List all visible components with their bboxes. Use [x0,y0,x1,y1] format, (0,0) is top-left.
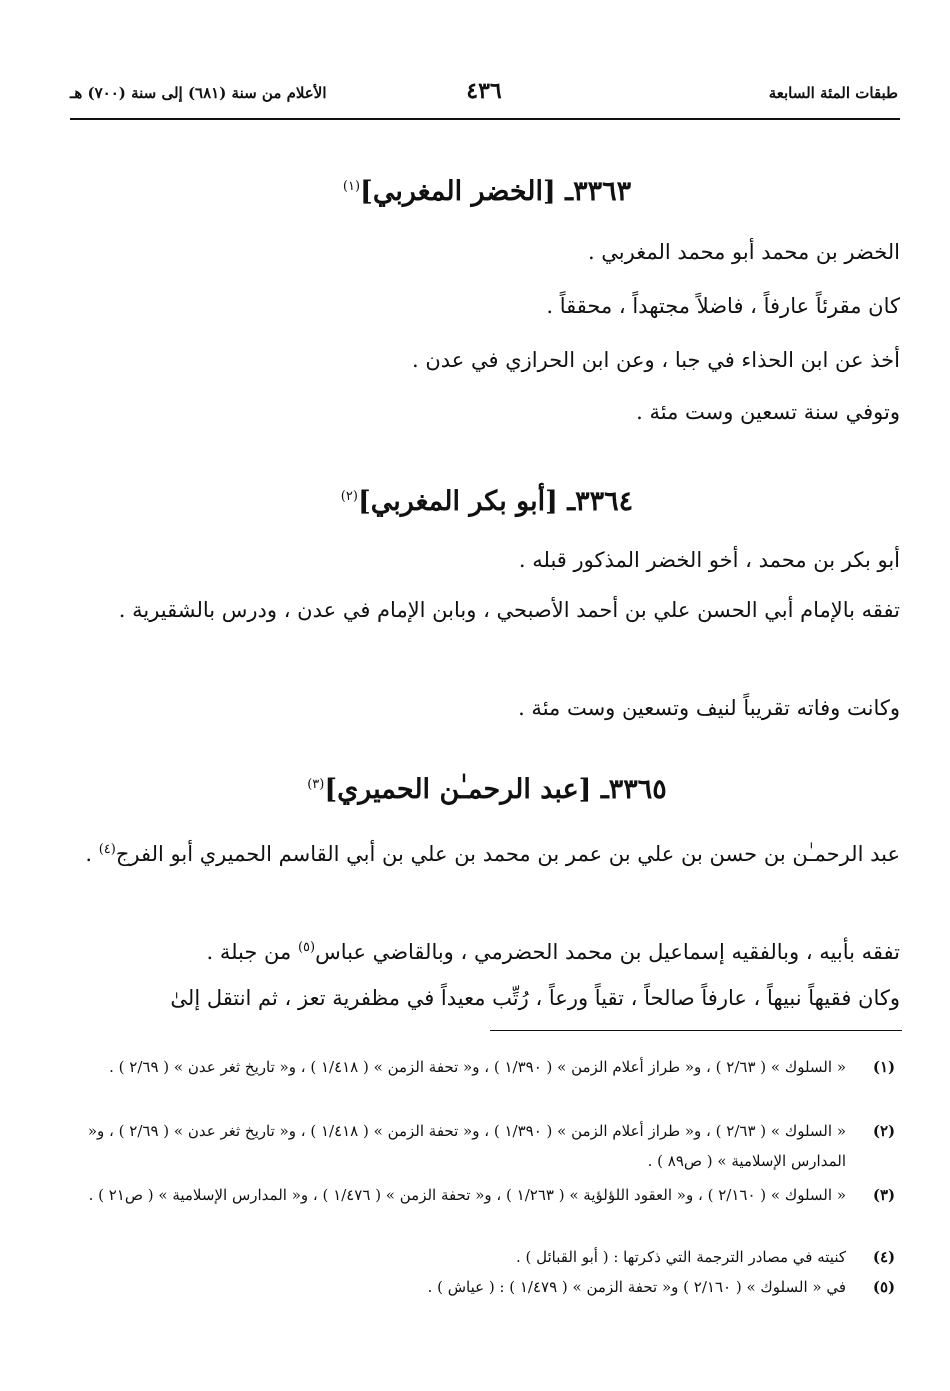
footnote-2 [74,1116,904,1176]
footnote-text: « السلوك » ( ٢/٦٣ ) ، و« طراز أعلام الزمن » ( ١/٣٩٠ ) ، و« تحفة الزمن » ( ١/٤١٨ ) ، و« تاريخ ثغر عدن » ( ٢/٦٩ ) ، و« المدارس الإسلامية » ( ص٨٩ ) . [87,1122,846,1170]
footnote-text: كنيته في مصادر الترجمة التي ذكرتها : ( أبو القبائل ) . [515,1248,846,1266]
footnote-4 [74,1242,904,1272]
footnote-3 [74,1180,904,1240]
footnote-1 [74,1052,904,1112]
paragraph: تفقه بأبيه ، وبالفقيه إسماعيل بن محمد الحضرمي ، وبالقاضي عباس$^{(٥)}$ من جبلة . [206,940,900,964]
paragraph: عبد الرحمـٰن بن حسن بن علي بن عمر بن محمد بن علي بن أبي القاسم الحميري أبو الفرج$^{(٤)}$ . [85,842,900,866]
paragraph: تفقه بالإمام أبي الحسن علي بن أحمد الأصبحي ، وبابن الإمام في عدن ، ودرس بالشقيرية . [118,598,900,622]
paragraph: وتوفي سنة تسعين وست مئة . [636,400,900,424]
footnote-text: « السلوك » ( ٢/٦٣ ) ، و« طراز أعلام الزمن » ( ١/٣٩٠ ) ، و« تحفة الزمن » ( ١/٤١٨ ) ، و« تاريخ ثغر عدن » ( ٢/٦٩ ) . [109,1058,846,1076]
footnote-ref[interactable]: (٤) [98,842,116,857]
footnote-text: « السلوك » ( ٢/١٦٠ ) ، و« العقود اللؤلؤية » ( ١/٢٦٣ ) ، و« تحفة الزمن » ( ١/٤٧٦ ) ، و« المدارس الإسلامية » ( ص٢١ ) . [88,1186,846,1204]
footnote-ref[interactable]: (٣) [307,777,325,792]
paragraph: الخضر بن محمد أبو محمد المغربي . [587,240,900,264]
footnote-text: في « السلوك » ( ٢/١٦٠ ) و« تحفة الزمن » ( ١/٤٧٩ ) : ( عياش ) . [427,1278,846,1296]
header-range-title: الأعلام من سنة (٦٨١) إلى سنة (٧٠٠) هـ [70,84,327,102]
footnote-ref[interactable]: (١) [342,179,361,194]
footnote-rule [490,1030,902,1031]
header-rule [70,118,900,120]
paragraph: أبو بكر بن محمد ، أخو الخضر المذكور قبله . [518,548,900,572]
entry-title-3365: ٣٣٦٥ـ [عبد الرحمـٰن الحميري]$^{(٣)}$ [307,774,667,805]
running-header [70,76,898,116]
footnotes [74,1052,904,1302]
paragraph: وكانت وفاته تقريباً لنيف وتسعين وست مئة . [518,696,900,720]
paragraph: وكان فقيهاً نبيهاً ، عارفاً صالحاً ، تقياً ورعاً ، رُتِّب معيداً في مظفرية تعز ، ثم انتقل إلىٰ [170,986,900,1010]
footnote-number: (٣) [872,1186,896,1204]
footnote-number: (٥) [872,1278,896,1296]
paragraph: أخذ عن ابن الحذاء في جبا ، وعن ابن الحرازي في عدن . [412,348,900,372]
footnote-number: (٢) [872,1122,896,1140]
footnote-number: (٤) [872,1248,896,1266]
page-number: ٤٣٦ [466,78,502,104]
footnote-ref[interactable]: (٥) [297,940,316,955]
footnote-number: (١) [872,1058,896,1076]
footnote-5 [74,1272,904,1302]
paragraph: كان مقرئاً عارفاً ، فاضلاً مجتهداً ، محققاً . [546,294,900,318]
header-section-title: طبقات المئة السابعة [768,84,898,102]
entry-title-3364: ٣٣٦٤ـ [أبو بكر المغربي]$^{(٢)}$ [340,486,634,517]
entry-title-3363: ٣٣٦٣ـ [الخضر المغربي]$^{(١)}$ [342,176,632,207]
footnote-ref[interactable]: (٢) [340,489,358,504]
